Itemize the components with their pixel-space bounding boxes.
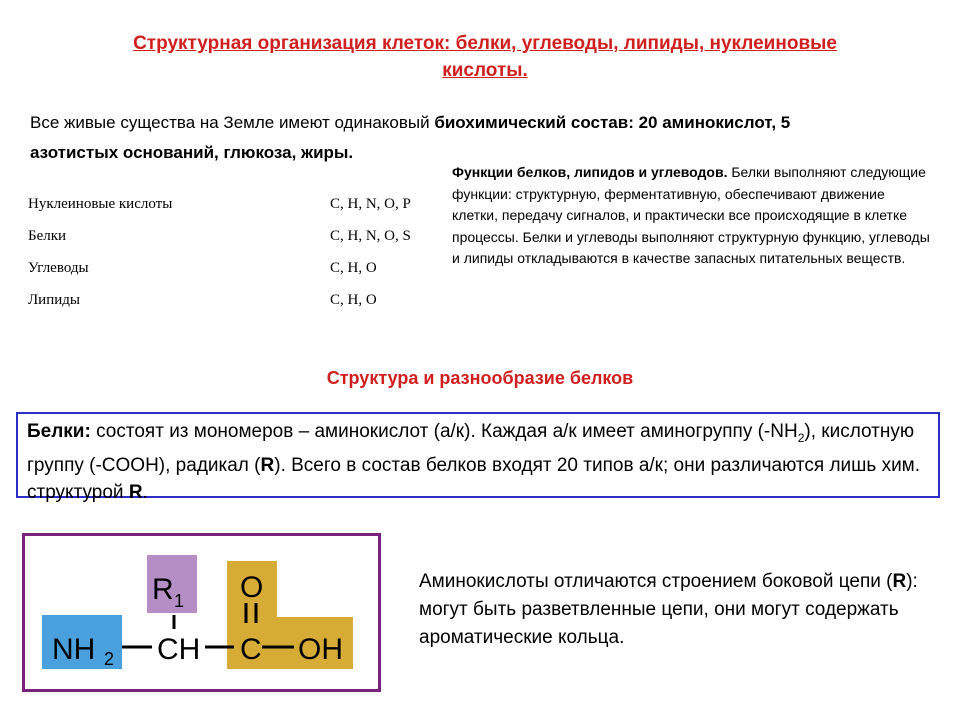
element-atoms: C, H, O	[330, 292, 377, 308]
element-atoms: C, H, O	[330, 260, 377, 276]
functions-text	[452, 162, 932, 270]
element-atoms: C, H, N, O, P	[330, 196, 411, 212]
intro-text	[30, 108, 850, 168]
element-name: Белки	[28, 228, 67, 244]
formula-oh: OH	[298, 633, 343, 666]
formula-c: C	[240, 633, 262, 666]
element-atoms: C, H, N, O, S	[330, 228, 411, 244]
side-text-part: ): могут быть разветвленные цепи, они могут содержать ароматические кольца.	[419, 571, 918, 648]
box-subscript: 2	[797, 430, 805, 445]
proteins-label: Белки:	[27, 421, 91, 442]
box-text-part: состоят из мономеров – аминокислот (а/к). Каждая а/к имеет аминогруппу (-NH	[90, 421, 798, 442]
element-name: Липиды	[28, 292, 80, 308]
page-title: Структурная организация клеток: белки, углеводы, липиды, нуклеиновые кислоты.	[133, 33, 837, 81]
formula-ch: CH	[157, 633, 201, 666]
radical-symbol: R	[128, 481, 143, 503]
intro-text-bold: биохимический состав: 20 аминокислот, 5 азотистых оснований, глюкоза, жиры.	[30, 113, 791, 162]
box-text-part: .	[142, 481, 148, 503]
functions-body: Белки выполняют следующие функции: структурную, ферментативную, обеспечивают движение клетки, передачу сигналов, и практически все происходящие в клетке процессы. Белки и углеводы выполняют структурную функцию, углеводы и липиды откладываются в качестве запасных питательных веществ.	[452, 164, 930, 266]
section-subtitle: Структура и разнообразие белков	[326, 368, 634, 388]
side-chain-text	[419, 568, 939, 652]
radical-symbol: R	[260, 454, 275, 476]
formula-r: R	[152, 573, 174, 606]
intro-text-part: Все живые существа на Земле имеют одинаковый	[30, 113, 435, 132]
radical-symbol: R	[892, 571, 907, 592]
amino-acid-formula	[22, 533, 381, 692]
element-name: Нуклеиновые кислоты	[28, 196, 173, 212]
formula-nh-subscript: 2	[104, 649, 115, 669]
functions-heading: Функции белков, липидов и углеводов.	[452, 164, 728, 180]
formula-r-subscript: 1	[174, 591, 185, 611]
formula-o: O	[240, 571, 264, 604]
box-text-part: ). Всего в состав белков входят 20 типов а/к; они различаются лишь хим. структурой	[27, 454, 921, 503]
element-name: Углеводы	[28, 260, 89, 276]
box-text-part: ), кислотную группу (-COOH), радикал (	[27, 421, 915, 476]
formula-nh: NH	[52, 633, 96, 666]
proteins-box-text	[27, 418, 939, 506]
side-text-part: Аминокислоты отличаются строением боковой цепи (	[419, 571, 893, 592]
